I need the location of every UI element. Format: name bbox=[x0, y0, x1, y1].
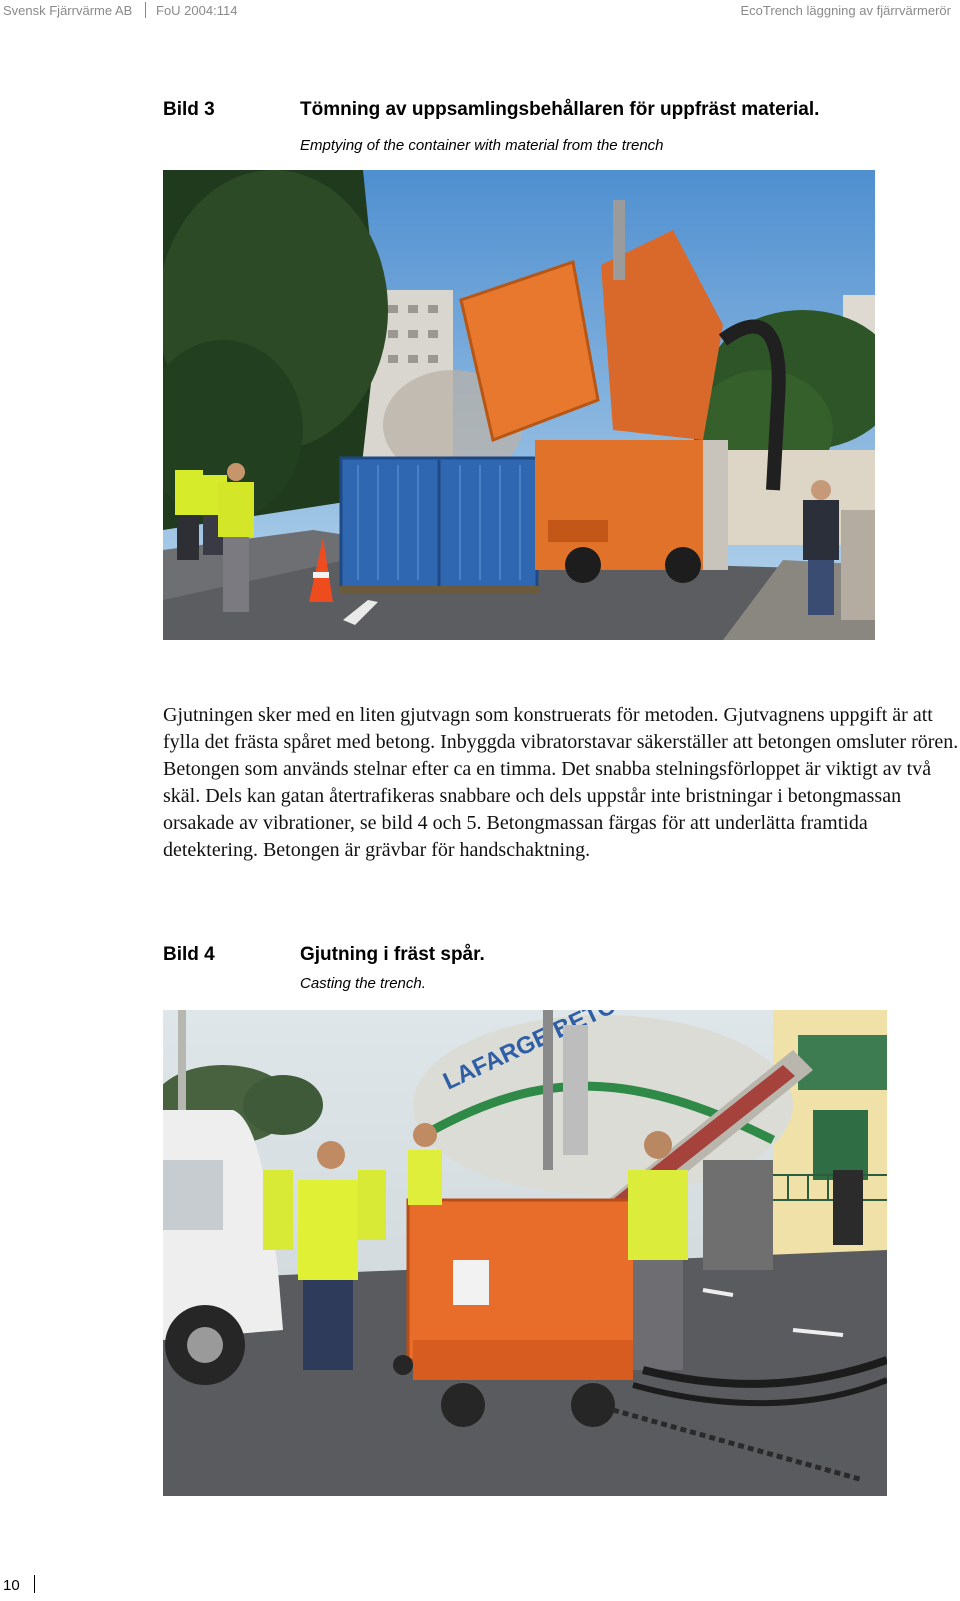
figure-3-title: Tömning av uppsamlingsbehållaren för uppfräst material. bbox=[300, 99, 820, 120]
header-divider bbox=[145, 2, 146, 18]
figure-4-label: Bild 4 bbox=[163, 944, 215, 965]
body-paragraph: Gjutningen sker med en liten gjutvagn som konstruerats för metoden. Gjutvagnens uppgift är att fylla det frästa spåret med betong. Inbyggda vibratorstavar säkerställer att betongen omsluter rören. Betongen som används stelnar efter ca en timma. Det snabba stelningsförloppet är viktigt av två skäl. Dels kan gatan återtrafikeras snabbare och dels uppstår inte bristningar i betongmassan orsakade av vibrationer, se bild 4 och 5. Betongmassan färgas för att underlätta framtida detektering. Betongen är grävbar för handschaktning. bbox=[163, 704, 959, 861]
figure-4-title: Gjutning i fräst spår. bbox=[300, 944, 485, 965]
footer-divider bbox=[34, 1575, 35, 1593]
figure-3-caption: Emptying of the container with material from the trench bbox=[300, 137, 664, 154]
header-document-title: EcoTrench läggning av fjärrvärmerör bbox=[740, 3, 951, 18]
page-number: 10 bbox=[3, 1577, 20, 1594]
figure-3-label: Bild 3 bbox=[163, 99, 215, 120]
header-organization: Svensk Fjärrvärme AB bbox=[3, 3, 133, 18]
figure-4-caption: Casting the trench. bbox=[300, 975, 426, 992]
figure-4-photo bbox=[163, 1010, 887, 1496]
figure-3-photo bbox=[163, 170, 875, 640]
header-report-number: FoU 2004:114 bbox=[156, 3, 238, 18]
truck-lettering: LAFARGE bbox=[439, 1022, 555, 1096]
